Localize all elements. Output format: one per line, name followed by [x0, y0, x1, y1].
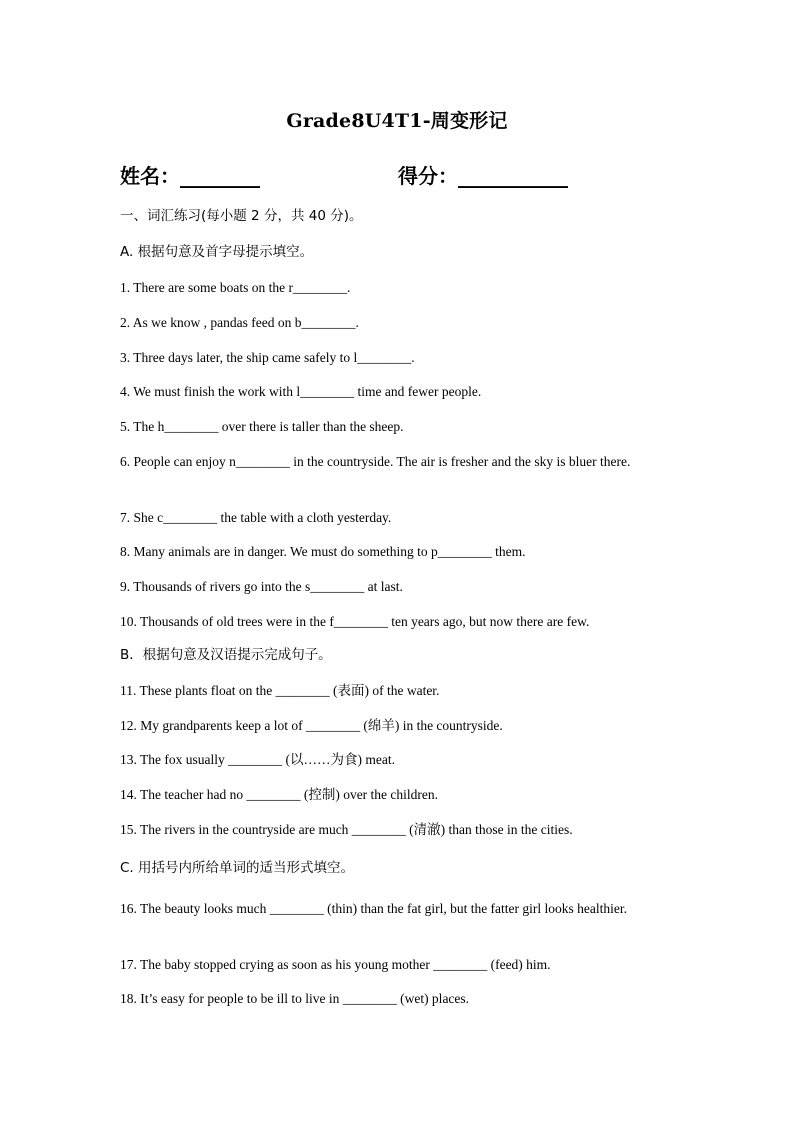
question-2: 2. As we know , pandas feed on b________. [120, 315, 359, 330]
score-label: 得分：___________ [398, 164, 568, 188]
question-17: 17. The baby stopped crying as soon as his young mother ________ (feed) him. [120, 957, 551, 972]
question-6: 6. People can enjoy n________ in the countryside. The air is fresher and the sky is bluer there. [120, 454, 631, 469]
section1-heading: 一、词汇练习(每小题 2 分，共 40 分)。 [120, 208, 363, 224]
question-10: 10. Thousands of old trees were in the f________ ten years ago, but now there are few. [120, 614, 590, 629]
name-label: 姓名：________ [120, 164, 260, 188]
question-4: 4. We must finish the work with l________ time and fewer people. [120, 384, 482, 399]
name-score-row [120, 160, 680, 190]
question-12: 12. My grandparents keep a lot of ________ (绵羊) in the countryside. [120, 718, 503, 733]
question-8: 8. Many animals are in danger. We must do something to p________ them. [120, 544, 526, 559]
question-16: 16. The beauty looks much ________ (thin) than the fat girl, but the fatter girl looks healthier. [120, 901, 628, 916]
page-title: Grade8U4T1-周变形记 [286, 110, 508, 132]
partC-heading: C. 用括号内所给单词的适当形式填空。 [120, 860, 355, 876]
question-14: 14. The teacher had no ________ (控制) over the children. [120, 787, 439, 802]
question-13: 13. The fox usually ________ (以……为食) meat. [120, 752, 395, 767]
question-5: 5. The h________ over there is taller than the sheep. [120, 419, 404, 434]
question-18: 18. It’s easy for people to be ill to live in ________ (wet) places. [120, 991, 470, 1006]
question-15: 15. The rivers in the countryside are much ________ (清澈) than those in the cities. [120, 822, 573, 837]
question-1: 1. There are some boats on the r________. [120, 280, 351, 295]
question-9: 9. Thousands of rivers go into the s________ at last. [120, 579, 403, 594]
question-3: 3. Three days later, the ship came safely to l________. [120, 350, 415, 365]
partA-heading: A. 根据句意及首字母提示填空。 [120, 244, 314, 260]
question-7: 7. She c________ the table with a cloth yesterday. [120, 510, 392, 525]
partB-heading: B．根据句意及汉语提示完成句子。 [120, 647, 332, 663]
question-11: 11. These plants float on the ________ (表面) of the water. [120, 683, 440, 698]
